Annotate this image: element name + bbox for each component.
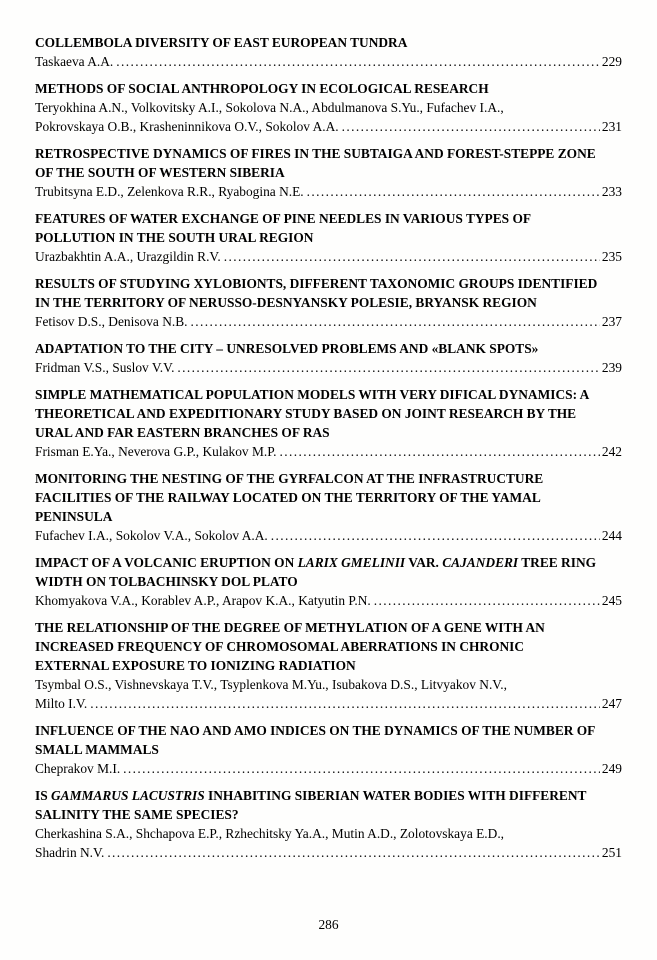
title-segment: METHODS OF SOCIAL ANTHROPOLOGY IN ECOLOGICAL RESEARCH: [35, 81, 489, 96]
entry-authors: Tsymbal O.S., Vishnevskaya T.V., Tsyplenkova M.Yu., Isubakova D.S., Litvyakov N.V.,: [35, 677, 507, 692]
entry-title-line: [35, 339, 622, 358]
entry-authors: Teryokhina A.N., Volkovitsky A.I., Sokolova N.A., Abdulmanova S.Yu., Fufachev I.A.,: [35, 100, 504, 115]
entry-title-line: [35, 423, 622, 442]
title-segment: INCREASED FREQUENCY OF CHROMOSOMAL ABERRATIONS IN CHRONIC: [35, 639, 525, 654]
dot-leader: [271, 526, 600, 545]
toc-entry: [35, 786, 622, 862]
entry-page-number: 229: [601, 54, 622, 69]
entry-authors: Shadrin N.V.: [35, 845, 105, 860]
entry-authors-line: [35, 824, 622, 843]
toc-entry: [35, 618, 622, 713]
entry-authors: Fetisov D.S., Denisova N.B.: [35, 314, 188, 329]
entry-title-line: [35, 786, 622, 805]
entry-title-line: [35, 163, 622, 182]
entry-page-number: 251: [601, 845, 622, 860]
title-segment-italic: GAMMARUS LACUSTRIS: [51, 788, 205, 803]
toc-entry: [35, 469, 622, 545]
entry-authors: Pokrovskaya O.B., Krasheninnikova O.V., Sokolov A.A.: [35, 119, 339, 134]
dot-leader: [90, 694, 600, 713]
dot-leader: [116, 52, 600, 71]
entry-title-line: [35, 404, 622, 423]
entry-authors: Milto I.V.: [35, 696, 88, 711]
title-segment: VAR.: [405, 555, 443, 570]
title-segment: IS: [35, 788, 52, 803]
dot-leader: [107, 843, 600, 862]
dot-leader: [191, 312, 600, 331]
entry-title-line: [35, 805, 622, 824]
toc-entry-list: [35, 33, 622, 862]
entry-authors-line: [35, 117, 622, 136]
entry-page-number: 231: [601, 119, 622, 134]
entry-title-line: [35, 618, 622, 637]
entry-authors-line: [35, 98, 622, 117]
toc-entry: [35, 339, 622, 377]
dot-leader: [280, 442, 600, 461]
entry-authors-line: [35, 52, 622, 71]
dot-leader: [123, 759, 600, 778]
entry-authors: Cherkashina S.A., Shchapova E.P., Rzhechitsky Ya.A., Mutin A.D., Zolotovskaya E.D.,: [35, 826, 505, 841]
title-segment: WIDTH ON TOLBACHINSKY DOL PLATO: [35, 574, 298, 589]
title-segment: SMALL MAMMALS: [35, 742, 159, 757]
entry-authors-line: [35, 759, 622, 778]
entry-title-line: [35, 656, 622, 675]
toc-entry: [35, 144, 622, 201]
entry-title-line: [35, 228, 622, 247]
toc-entry: [35, 79, 622, 136]
entry-authors: Frisman E.Ya., Neverova G.P., Kulakov M.P.: [35, 444, 277, 459]
entry-page-number: 247: [601, 696, 622, 711]
title-segment: THEORETICAL AND EXPEDITIONARY STUDY BASED ON JOINT RESEARCH BY THE: [35, 406, 577, 421]
entry-title-line: [35, 33, 622, 52]
entry-title-line: [35, 507, 622, 526]
title-segment: MONITORING THE NESTING OF THE GYRFALCON AT THE INFRASTRUCTURE: [35, 471, 544, 486]
entry-title-line: [35, 293, 622, 312]
entry-authors-line: [35, 843, 622, 862]
entry-authors-line: [35, 442, 622, 461]
entry-authors-line: [35, 182, 622, 201]
entry-title-line: [35, 79, 622, 98]
toc-entry: [35, 553, 622, 610]
title-segment: INFLUENCE OF THE NAO AND AMO INDICES ON THE DYNAMICS OF THE NUMBER OF: [35, 723, 596, 738]
toc-entry: [35, 274, 622, 331]
title-segment: FEATURES OF WATER EXCHANGE OF PINE NEEDLES IN VARIOUS TYPES OF: [35, 211, 532, 226]
title-segment: TREE RING: [518, 555, 597, 570]
title-segment: RESULTS OF STUDYING XYLOBIONTS, DIFFERENT TAXONOMIC GROUPS IDENTIFIED: [35, 276, 598, 291]
title-segment: THE RELATIONSHIP OF THE DEGREE OF METHYLATION OF A GENE WITH AN: [35, 620, 545, 635]
entry-page-number: 249: [601, 761, 622, 776]
entry-title-line: [35, 209, 622, 228]
dot-leader: [342, 117, 600, 136]
title-segment: ADAPTATION TO THE CITY – UNRESOLVED PROBLEMS AND «BLANK SPOTS»: [35, 341, 539, 356]
title-segment: COLLEMBOLA DIVERSITY OF EAST EUROPEAN TUNDRA: [35, 35, 408, 50]
entry-title-line: [35, 488, 622, 507]
dot-leader: [307, 182, 600, 201]
entry-page-number: 237: [601, 314, 622, 329]
entry-title-line: [35, 721, 622, 740]
entry-authors: Cheprakov M.I.: [35, 761, 121, 776]
title-segment: SIMPLE MATHEMATICAL POPULATION MODELS WITH VERY DIFICAL DYNAMICS: A: [35, 387, 590, 402]
title-segment: IMPACT OF A VOLCANIC ERUPTION ON: [35, 555, 298, 570]
toc-entry: [35, 209, 622, 266]
entry-page-number: 235: [601, 249, 622, 264]
entry-title-line: [35, 740, 622, 759]
title-segment: PENINSULA: [35, 509, 113, 524]
title-segment: SALINITY THE SAME SPECIES?: [35, 807, 239, 822]
entry-page-number: 239: [601, 360, 622, 375]
title-segment: OF THE SOUTH OF WESTERN SIBERIA: [35, 165, 285, 180]
title-segment: FACILITIES OF THE RAILWAY LOCATED ON THE TERRITORY OF THE YAMAL: [35, 490, 541, 505]
entry-authors-line: [35, 675, 622, 694]
title-segment: INHABITING SIBERIAN WATER BODIES WITH DIFFERENT: [204, 788, 587, 803]
title-segment: RETROSPECTIVE DYNAMICS OF FIRES IN THE SUBTAIGA AND FOREST-STEPPE ZONE: [35, 146, 596, 161]
toc-entry: [35, 721, 622, 778]
entry-page-number: 244: [601, 528, 622, 543]
title-segment-italic: LARIX GMELINII: [297, 555, 406, 570]
entry-authors: Khomyakova V.A., Korablev A.P., Arapov K.A., Katyutin P.N.: [35, 593, 371, 608]
entry-title-line: [35, 144, 622, 163]
title-segment: POLLUTION IN THE SOUTH URAL REGION: [35, 230, 314, 245]
dot-leader: [177, 358, 599, 377]
title-segment: IN THE TERRITORY OF NERUSSO-DESNYANSKY POLESIE, BRYANSK REGION: [35, 295, 537, 310]
entry-authors-line: [35, 358, 622, 377]
title-segment: URAL AND FAR EASTERN BRANCHES OF RAS: [35, 425, 330, 440]
dot-leader: [224, 247, 600, 266]
dot-leader: [374, 591, 600, 610]
toc-entry: [35, 385, 622, 461]
entry-title-line: [35, 553, 622, 572]
entry-authors: Fridman V.S., Suslov V.V.: [35, 360, 175, 375]
entry-title-line: [35, 637, 622, 656]
entry-authors: Taskaeva A.A.: [35, 54, 114, 69]
page-number: 286: [318, 917, 339, 932]
entry-title-line: [35, 469, 622, 488]
entry-title-line: [35, 385, 622, 404]
entry-authors: Trubitsyna E.D., Zelenkova R.R., Ryabogina N.E.: [35, 184, 304, 199]
entry-page-number: 245: [601, 593, 622, 608]
entry-authors: Urazbakhtin A.A., Urazgildin R.V.: [35, 249, 221, 264]
entry-title-line: [35, 572, 622, 591]
title-segment-italic: CAJANDERI: [442, 555, 519, 570]
toc-entry: [35, 33, 622, 71]
entry-title-line: [35, 274, 622, 293]
entry-page-number: 242: [601, 444, 622, 459]
title-segment: EXTERNAL EXPOSURE TO IONIZING RADIATION: [35, 658, 356, 673]
entry-authors-line: [35, 247, 622, 266]
entry-authors-line: [35, 526, 622, 545]
entry-authors: Fufachev I.A., Sokolov V.A., Sokolov A.A.: [35, 528, 268, 543]
entry-page-number: 233: [601, 184, 622, 199]
entry-authors-line: [35, 312, 622, 331]
entry-authors-line: [35, 694, 622, 713]
entry-authors-line: [35, 591, 622, 610]
